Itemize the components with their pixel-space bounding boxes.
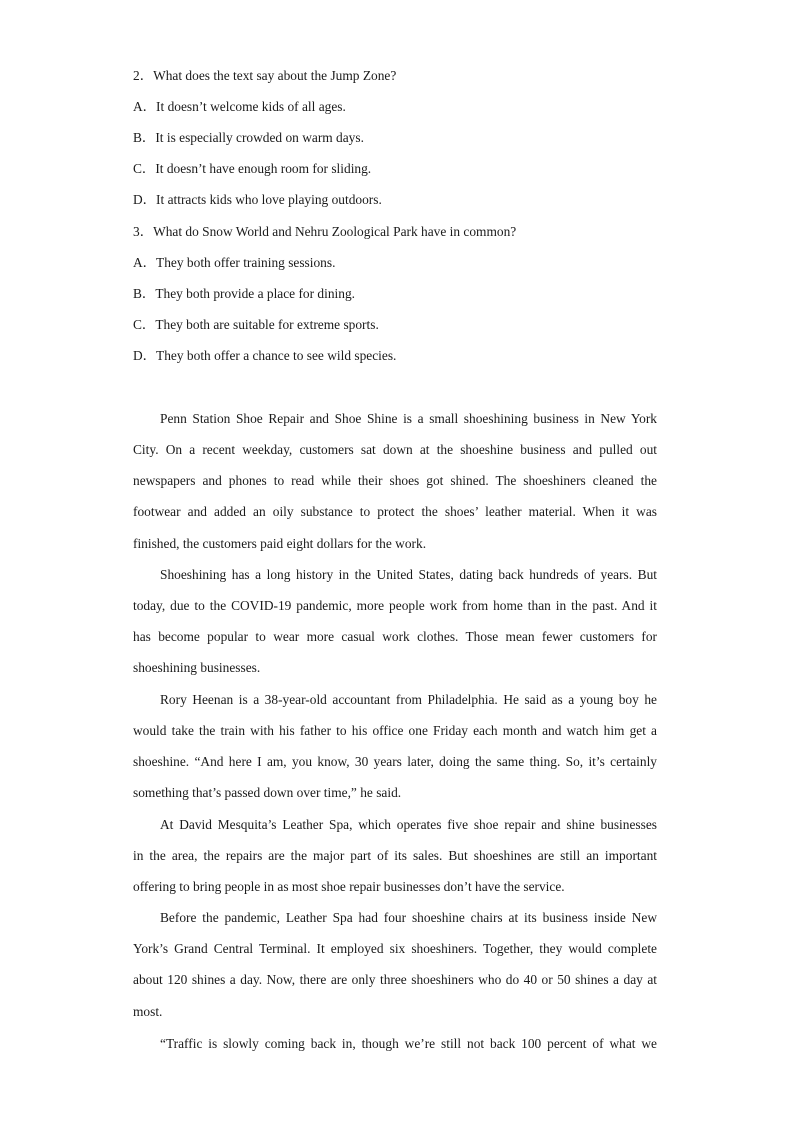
paragraph-5-line: York’s Grand Central Terminal. It employed six shoeshiners. Together, they would complete (133, 941, 657, 956)
paragraph-4-line: At David Mesquita’s Leather Spa, which operates five shoe repair and shine businesses (160, 817, 657, 832)
paragraph-5-line: about 120 shines a day. Now, there are only three shoeshiners who do 40 or 50 shines a day at (133, 972, 657, 987)
paragraph-3-line: Rory Heenan is a 38-year-old accountant from Philadelphia. He said as a young boy he (160, 692, 657, 707)
paragraph-2-line: Shoeshining has a long history in the United States, dating back hundreds of years. But (160, 567, 657, 582)
paragraph-1-line: newspapers and phones to read while their shoes got shined. The shoeshiners cleaned the (133, 473, 657, 488)
question-3-option-d: D．They both offer a chance to see wild species. (133, 348, 397, 363)
paragraph-1-line: City. On a recent weekday, customers sat down at the shoeshine business and pulled out (133, 442, 657, 457)
paragraph-5-line: Before the pandemic, Leather Spa had four shoeshine chairs at its business inside New (160, 910, 657, 925)
paragraph-2-line: has become popular to wear more casual work clothes. Those mean fewer customers for (133, 629, 657, 644)
paragraph-3-line: shoeshine. “And here I am, you know, 30 years later, doing the same thing. So, it’s certainly (133, 754, 657, 769)
paragraph-3-line: would take the train with his father to his office one Friday each month and watch him get a (133, 723, 657, 738)
paragraph-6-line: “Traffic is slowly coming back in, though we’re still not back 100 percent of what we (160, 1036, 657, 1051)
question-3-option-c: C．They both are suitable for extreme sports. (133, 317, 379, 332)
question-3-option-b: B．They both provide a place for dining. (133, 286, 356, 301)
paragraph-2-line: shoeshining businesses. (133, 660, 261, 675)
question-3-option-a: A．They both offer training sessions. (133, 255, 336, 270)
paragraph-4-line: offering to bring people in as most shoe repair businesses don’t have the service. (133, 879, 565, 894)
paragraph-1-line: finished, the customers paid eight dollars for the work. (133, 536, 427, 551)
question-3-stem: 3．What do Snow World and Nehru Zoological Park have in common? (133, 224, 517, 239)
paragraph-1-line: footwear and added an oily substance to protect the shoes’ leather material. When it was (133, 504, 657, 519)
question-2-option-c: C．It doesn’t have enough room for sliding. (133, 161, 372, 176)
question-2-option-d: D．It attracts kids who love playing outdoors. (133, 192, 382, 207)
question-2-option-a: A．It doesn’t welcome kids of all ages. (133, 99, 346, 114)
paragraph-5-line: most. (133, 1004, 163, 1019)
paragraph-1-line: Penn Station Shoe Repair and Shoe Shine is a small shoeshining business in New York (160, 411, 657, 426)
question-2-stem: 2．What does the text say about the Jump Zone? (133, 68, 397, 83)
paragraph-2-line: today, due to the COVID-19 pandemic, more people work from home than in the past. And it (133, 598, 657, 613)
paragraph-3-line: something that’s passed down over time,” he said. (133, 785, 402, 800)
paragraph-4-line: in the area, the repairs are the major part of its sales. But shoeshines are still an important (133, 848, 657, 863)
question-2-option-b: B．It is especially crowded on warm days. (133, 130, 364, 145)
